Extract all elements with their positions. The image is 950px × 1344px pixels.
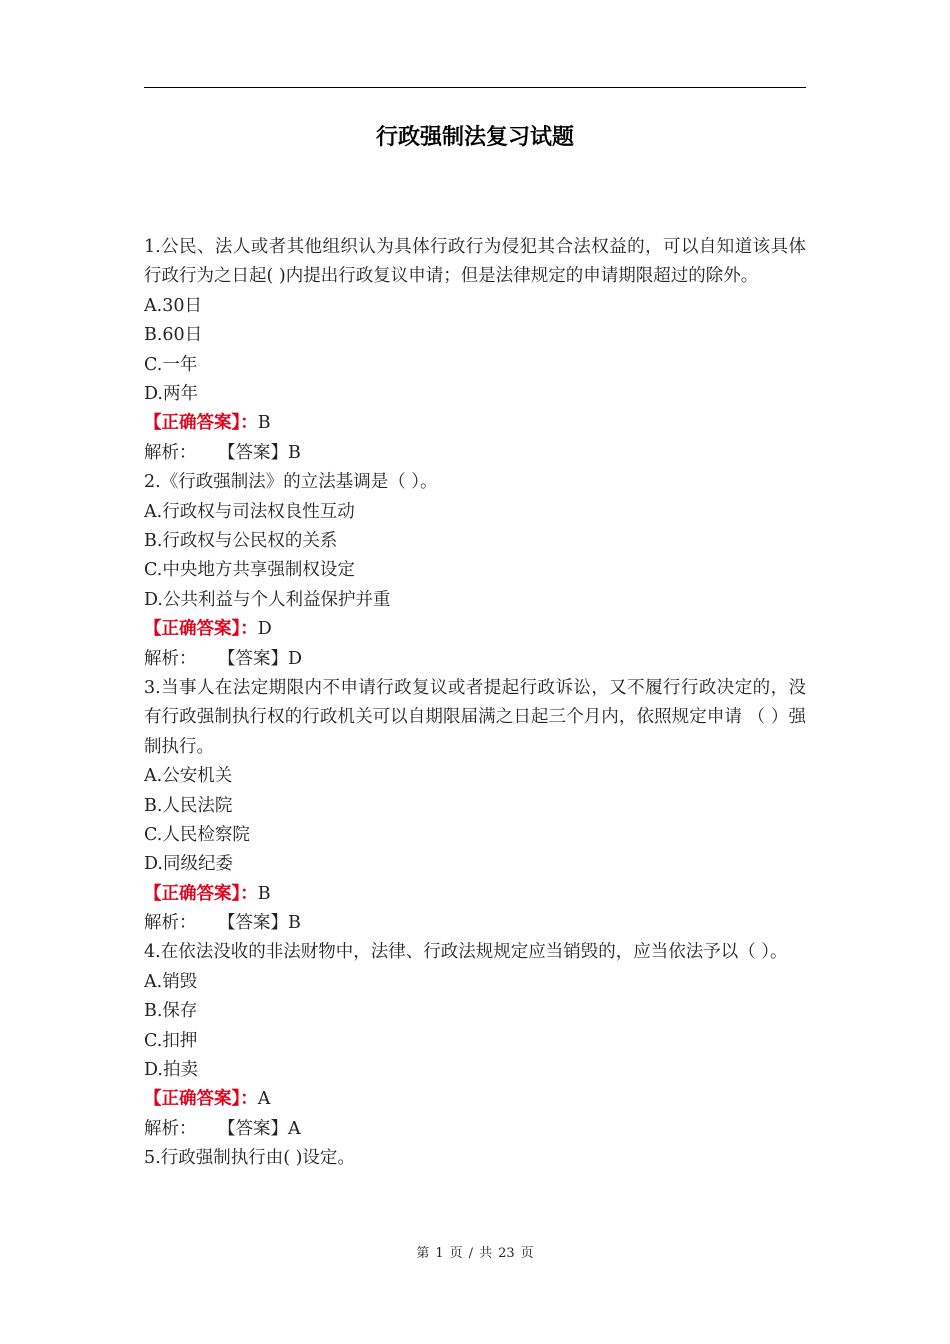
option-b: B.60日 <box>144 325 203 346</box>
correct-answer-value: B <box>257 883 271 904</box>
option-d: D.同级纪委 <box>144 854 233 875</box>
question-stem: 3.当事人在法定期限内不申请行政复议或者提起行政诉讼，又不履行行政决定的，没有行政强制执行权的行政机关可以自期限届满之日起三个月内，依照规定申请 （ ）强制执行。 <box>144 677 806 757</box>
question-item <box>144 233 806 468</box>
explanation-row <box>144 1115 806 1144</box>
explanation-label: 解析： <box>144 1118 197 1139</box>
footer-separator: / <box>468 1246 474 1261</box>
correct-answer-label: 【正确答案】： <box>144 883 258 904</box>
question-stem: 5.行政强制执行由( )设定。 <box>144 1148 355 1169</box>
footer-prefix: 第 <box>416 1246 430 1261</box>
correct-answer-value: A <box>257 1089 271 1110</box>
correct-answer-label: 【正确答案】： <box>144 619 258 640</box>
option-d: D.公共利益与个人利益保护并重 <box>144 589 391 610</box>
option-a: A.公安机关 <box>144 766 233 787</box>
question-item <box>144 674 806 939</box>
option-c: C.一年 <box>144 354 198 375</box>
explanation-text: 【答案】B <box>218 442 301 463</box>
correct-answer-value: B <box>257 413 271 434</box>
correct-answer-label: 【正确答案】： <box>144 413 258 434</box>
option-b: B.行政权与公民权的关系 <box>144 530 338 551</box>
explanation-text: 【答案】D <box>218 648 303 669</box>
explanation-row <box>144 439 806 468</box>
correct-answer-row <box>144 409 806 438</box>
total-pages: 23 <box>498 1246 515 1261</box>
correct-answer-row <box>144 615 806 644</box>
document-title: 行政强制法复习试题 <box>375 125 574 150</box>
option-b: B.保存 <box>144 1001 198 1022</box>
question-stem: 1.公民、法人或者其他组织认为具体行政行为侵犯其合法权益的，可以自知道该具体行政行为之日起( )内提出行政复议申请；但是法律规定的申请期限超过的除外。 <box>144 237 806 287</box>
correct-answer-value: D <box>257 619 272 640</box>
option-c: C.中央地方共享强制权设定 <box>144 560 355 581</box>
question-stem: 4.在依法没收的非法财物中，法律、行政法规规定应当销毁的，应当依法予以（ ）。 <box>144 942 788 963</box>
question-list <box>144 233 806 1174</box>
question-item <box>144 1144 806 1173</box>
option-a: A.行政权与司法权良性互动 <box>144 501 355 522</box>
option-c: C.扣押 <box>144 1030 198 1051</box>
option-c: C.人民检察院 <box>144 824 250 845</box>
footer-total-prefix: 共 <box>479 1246 493 1261</box>
header-rule <box>144 87 806 88</box>
option-d: D.两年 <box>144 383 198 404</box>
option-a: A.30日 <box>144 295 202 316</box>
page-number: 1 <box>435 1246 444 1261</box>
option-d: D.拍卖 <box>144 1060 198 1081</box>
explanation-row <box>144 645 806 674</box>
question-item <box>144 938 806 1144</box>
footer-total-unit: 页 <box>520 1246 534 1261</box>
option-b: B.人民法院 <box>144 795 233 816</box>
correct-answer-label: 【正确答案】： <box>144 1089 258 1110</box>
explanation-row <box>144 909 806 938</box>
option-a: A.销毁 <box>144 971 198 992</box>
question-stem: 2.《行政强制法》的立法基调是（ ）。 <box>144 472 438 493</box>
footer-page-unit: 页 <box>449 1246 463 1261</box>
explanation-label: 解析： <box>144 648 197 669</box>
page-footer <box>144 1244 806 1264</box>
correct-answer-row <box>144 1085 806 1114</box>
question-item <box>144 468 806 674</box>
correct-answer-row <box>144 880 806 909</box>
explanation-text: 【答案】A <box>218 1118 301 1139</box>
explanation-label: 解析： <box>144 442 197 463</box>
explanation-text: 【答案】B <box>218 913 301 934</box>
explanation-label: 解析： <box>144 913 197 934</box>
